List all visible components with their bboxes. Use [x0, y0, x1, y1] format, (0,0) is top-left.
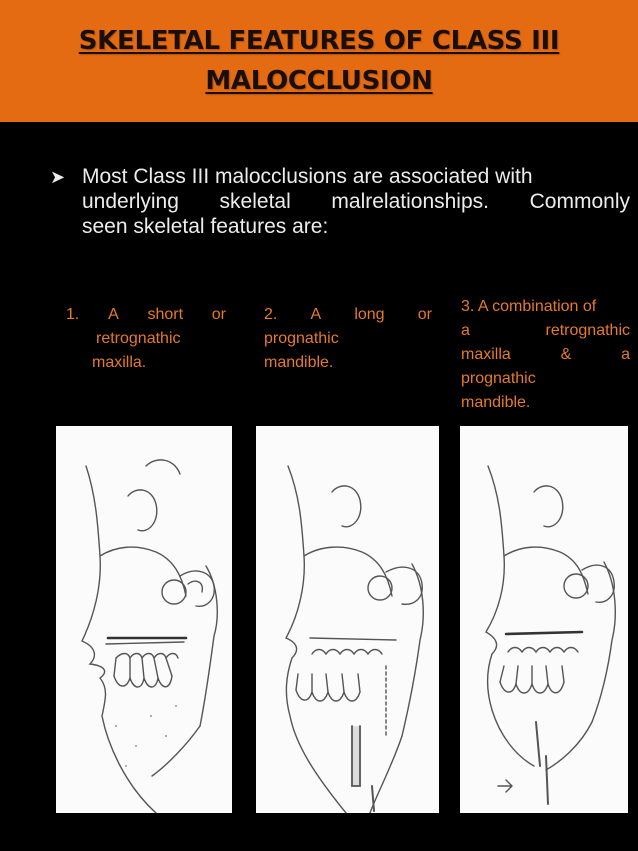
feature-2-word: A — [310, 306, 322, 323]
feature-3-line-4: prognathic — [461, 370, 536, 387]
feature-3-word: retrognathic — [545, 322, 630, 339]
skull-illustration-combination — [460, 426, 628, 813]
skull-drawing-1 — [56, 426, 232, 813]
slide-title-line-1: SKELETAL FEATURES OF CLASS III — [78, 26, 560, 56]
feature-2 — [264, 303, 432, 375]
feature-3-word: maxilla — [461, 346, 511, 363]
feature-3-word: & — [560, 346, 572, 363]
feature-1-number: 1. — [66, 306, 80, 323]
feature-2-number: 2. — [264, 306, 278, 323]
feature-1-line-2: retrognathic — [96, 330, 181, 347]
intro-line-3: seen skeletal features are: — [82, 215, 329, 238]
slide-title-line-2: MALOCCLUSION — [205, 66, 433, 96]
feature-1 — [66, 303, 226, 375]
feature-2-line-2: prognathic — [264, 330, 339, 347]
intro-bullet — [50, 164, 630, 239]
feature-3-word: a — [461, 322, 470, 339]
feature-1-word: A — [108, 306, 119, 323]
feature-2-line-3: mandible. — [264, 354, 334, 371]
feature-3 — [461, 295, 630, 415]
feature-2-word: or — [417, 306, 432, 323]
arrow-bullet-icon: ➤ — [50, 167, 66, 187]
feature-1-word: short — [147, 306, 184, 323]
intro-text — [82, 164, 630, 239]
title-band — [0, 0, 638, 122]
feature-1-line-3: maxilla. — [92, 354, 147, 371]
skull-illustration-prognathic-mandible — [256, 426, 439, 813]
intro-line-2: underlying skeletal malrelationships. Commonly — [82, 190, 630, 213]
feature-3-line-1: 3. A combination of — [461, 298, 597, 315]
feature-2-word: long — [354, 306, 385, 323]
skull-drawing-3 — [460, 426, 628, 813]
skull-illustration-retrognathic-maxilla — [56, 426, 232, 813]
skull-drawing-2 — [256, 426, 439, 813]
feature-3-line-5: mandible. — [461, 394, 531, 411]
intro-line-1: Most Class III malocclusions are associated with — [82, 165, 533, 188]
feature-1-word: or — [211, 306, 226, 323]
feature-3-word: a — [621, 346, 630, 363]
